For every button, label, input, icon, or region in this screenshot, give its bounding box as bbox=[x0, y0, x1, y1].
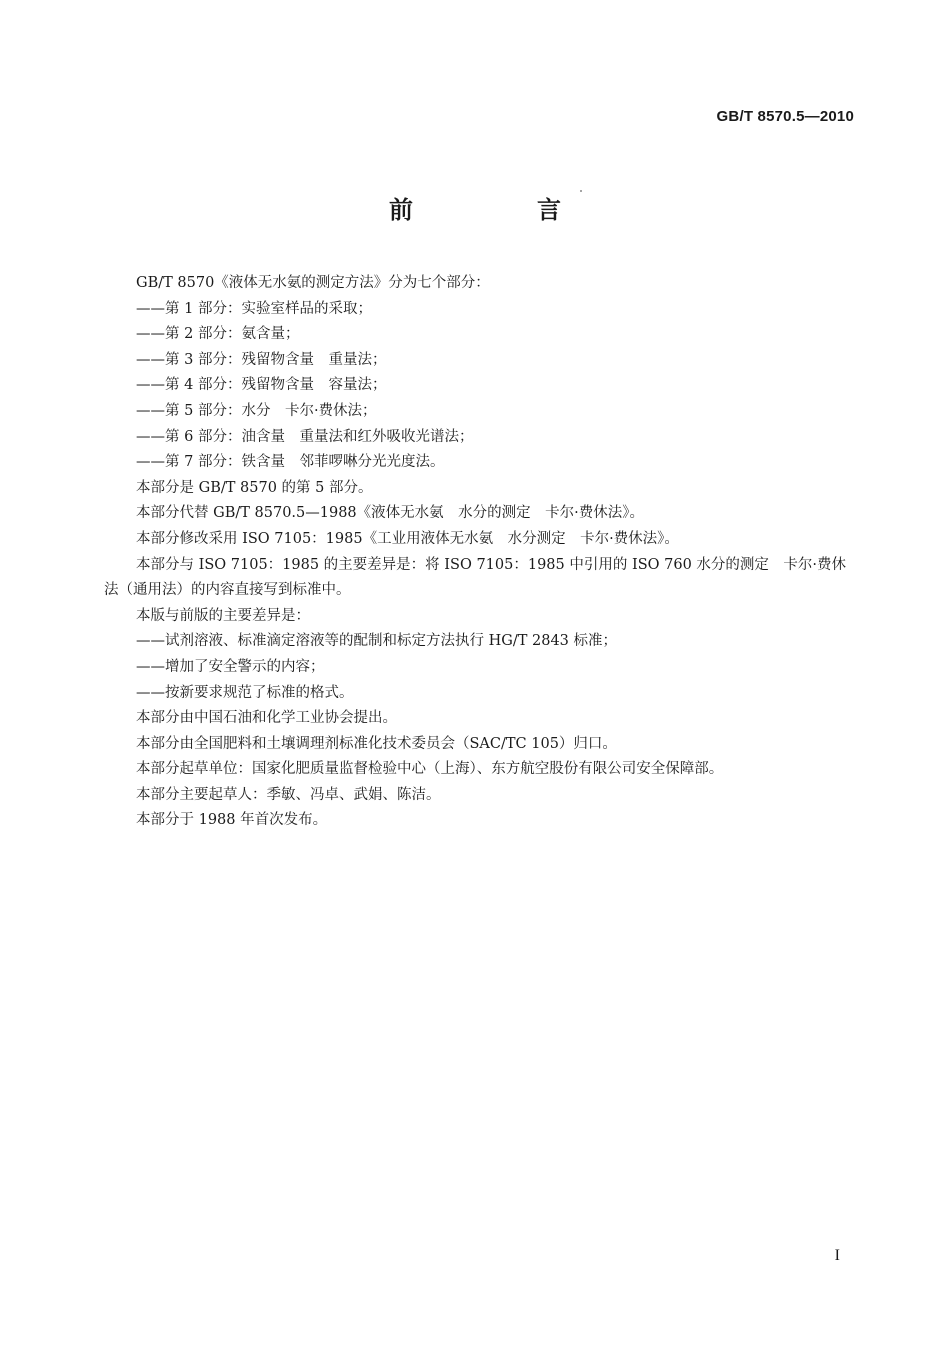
drafting-units-paragraph: 本部分起草单位：国家化肥质量监督检验中心（上海）、东方航空股份有限公司安全保障部。 bbox=[136, 761, 724, 778]
difference-list-item: ——按新要求规范了标准的格式。 bbox=[136, 684, 354, 701]
replaces-paragraph: 本部分代替 GB/T 8570.5—1988《液体无水氨 水分的测定 卡尔·费休法》。 bbox=[136, 505, 645, 522]
page-number: I bbox=[834, 1247, 840, 1264]
intro-paragraph: GB/T 8570《液体无水氨的测定方法》分为七个部分： bbox=[136, 275, 490, 291]
part-list-item: ——第 1 部分：实验室样品的采取； bbox=[136, 300, 372, 317]
standard-number: GB/T 8570.5—2010 bbox=[716, 108, 854, 125]
difference-list-item: ——试剂溶液、标准滴定溶液等的配制和标定方法执行 HG/T 2843 标准； bbox=[136, 633, 618, 650]
proposed-by-paragraph: 本部分由中国石油和化学工业协会提出。 bbox=[136, 710, 397, 727]
foreword-body bbox=[104, 271, 856, 834]
drafters-paragraph: 本部分主要起草人：季敏、冯卓、武娟、陈洁。 bbox=[136, 786, 441, 803]
part-list-item: ——第 7 部分：铁含量 邻菲啰啉分光光度法。 bbox=[136, 454, 445, 471]
page-title: 前 言 bbox=[389, 196, 611, 224]
part-list-item: ——第 3 部分：残留物含量 重量法； bbox=[136, 351, 387, 368]
adopts-paragraph: 本部分修改采用 ISO 7105：1985《工业用液体无水氨 水分测定 卡尔·费休法》。 bbox=[136, 530, 679, 547]
part-list-item: ——第 6 部分：油含量 重量法和红外吸收光谱法； bbox=[136, 428, 474, 445]
first-published-paragraph: 本部分于 1988 年首次发布。 bbox=[136, 812, 328, 829]
prev-differences-intro: 本版与前版的主要差异是： bbox=[136, 607, 310, 624]
this-part-paragraph: 本部分是 GB/T 8570 的第 5 部分。 bbox=[136, 479, 373, 496]
difference-list-item: ——增加了安全警示的内容； bbox=[136, 658, 325, 675]
part-list-item: ——第 5 部分：水分 卡尔·费休法； bbox=[136, 402, 377, 419]
part-list-item: ——第 2 部分：氨含量； bbox=[136, 326, 300, 343]
part-list-item: ——第 4 部分：残留物含量 容量法； bbox=[136, 377, 387, 394]
iso-differences-paragraph: 本部分与 ISO 7105：1985 的主要差异是：将 ISO 7105：1985 中引用的 ISO 760 水分的测定 卡尔·费休法（通用法）的内容直接写到标准中。 bbox=[104, 556, 847, 599]
centralized-by-paragraph: 本部分由全国肥料和土壤调理剂标准化技术委员会（SAC/TC 105）归口。 bbox=[136, 735, 617, 752]
